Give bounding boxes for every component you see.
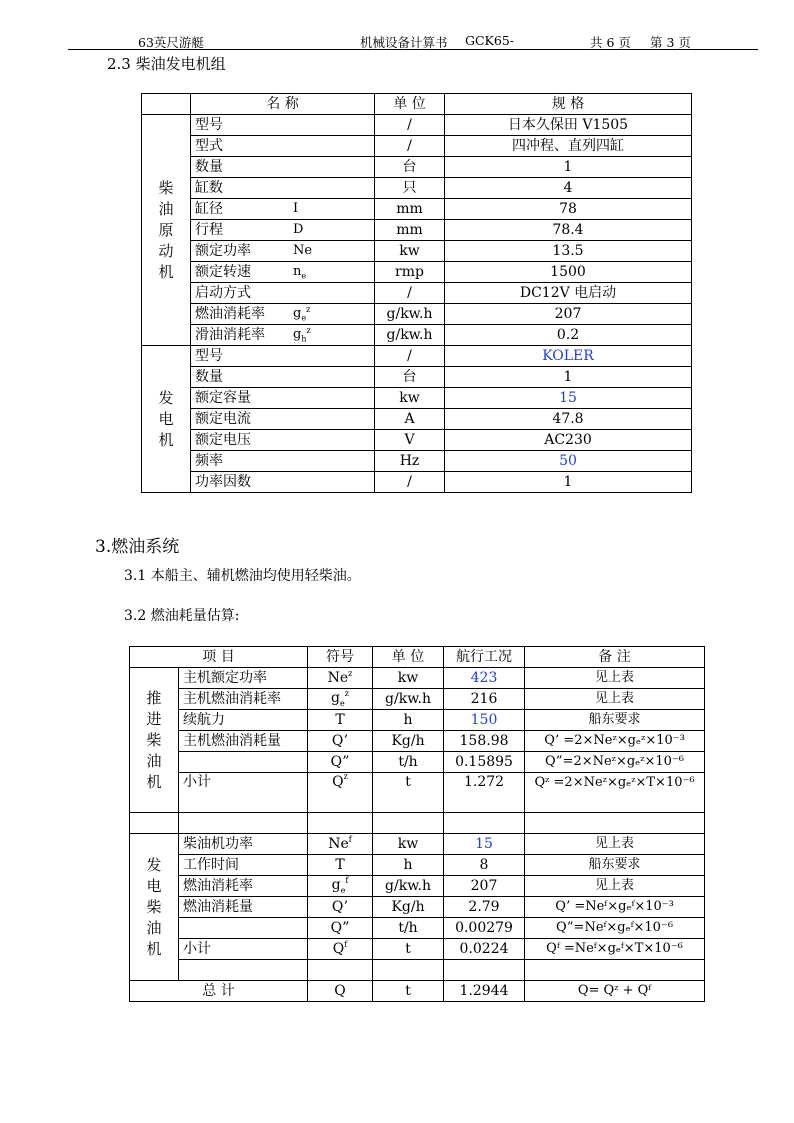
genset-spec: AC230: [445, 430, 692, 451]
fuel-main-row: [130, 710, 705, 731]
genset-generator-label-char: 发: [158, 388, 174, 407]
genset-generator-label-char: 机: [158, 430, 174, 449]
fuel-cond: 158.98: [444, 731, 525, 752]
genset-name-cell: [191, 199, 375, 220]
fuel-item: 续航力: [179, 710, 308, 731]
genset-name: 型号: [195, 117, 223, 133]
fuel-symbol: Q’: [331, 733, 349, 749]
genset-name: 燃油消耗率: [195, 306, 265, 322]
fuel-spacer-row-cell: [525, 813, 705, 834]
header-rule: [68, 49, 758, 50]
fuel-symbol-cell: [308, 939, 373, 960]
fuel-symbol: Q’: [331, 899, 349, 915]
genset-spec: 78: [445, 199, 692, 220]
fuel-header-remark: 备 注: [525, 647, 705, 668]
fuel-unit: g/kw.h: [373, 876, 444, 897]
fuel-item: 主机燃油消耗量: [179, 731, 308, 752]
genset-symbol: D: [293, 222, 304, 237]
genset-engine-row: [142, 157, 692, 178]
fuel-symbol-cell: [308, 752, 373, 773]
fuel-item: 燃油消耗量: [179, 897, 308, 918]
fuel-symbol-cell: [308, 668, 373, 689]
fuel-gen-blank-row-cell: [373, 960, 444, 981]
genset-symbol: $g_e^z$: [293, 305, 311, 323]
genset-generator-row: [142, 409, 692, 430]
fuel-unit: kw: [373, 668, 444, 689]
fuel-gen-row: [130, 918, 705, 939]
fuel-symbol-sup: z: [343, 772, 348, 781]
genset-name-cell: [191, 178, 375, 199]
fuel-main-label-char: 油: [146, 751, 162, 770]
genset-name: 滑油消耗率: [195, 327, 265, 343]
fuel-symbol-sup: f: [344, 940, 348, 949]
fuel-total-sym: Q: [308, 981, 373, 1002]
fuel-symbol-cell: [308, 897, 373, 918]
fuel-symbol: Ne$^f$: [328, 835, 352, 852]
genset-symbol-sup: z: [306, 326, 311, 335]
fuel-remark: Q’ =Neᶠ×gₑᶠ×10⁻³: [525, 897, 705, 918]
genset-engine-label-char: 原: [158, 220, 174, 239]
fuel-symbol-sup: z: [348, 669, 353, 678]
fuel-total-unit: t: [373, 981, 444, 1002]
genset-symbol: Ne: [293, 243, 313, 258]
genset-symbol-sub: e: [301, 271, 307, 281]
fuel-main-label: [130, 668, 179, 813]
fuel-unit: t: [373, 773, 444, 813]
genset-unit: g/kw.h: [375, 325, 445, 346]
genset-spec: 50: [445, 451, 692, 472]
fuel-symbol-cell: [308, 834, 373, 855]
fuel-symbol-sub: e: [340, 885, 346, 895]
fuel-remark: Qᶻ =2×Neᶻ×gₑᶻ×T×10⁻⁶: [525, 773, 705, 813]
genset-generator-row: [142, 472, 692, 493]
fuel-unit: t: [373, 939, 444, 960]
genset-spec: 1: [445, 472, 692, 493]
genset-name: 启动方式: [195, 285, 251, 301]
genset-engine-label-char: 动: [158, 241, 174, 260]
genset-engine-label: [142, 115, 191, 346]
header-center: 机械设备计算书: [360, 35, 448, 50]
genset-unit: mm: [375, 220, 445, 241]
genset-spec: KOLER: [445, 346, 692, 367]
fuel-cond: 0.15895: [444, 752, 525, 773]
fuel-item: 工作时间: [179, 855, 308, 876]
fuel-symbol-cell: [308, 773, 373, 813]
fuel-symbol: Q”: [330, 754, 350, 770]
fuel-gen-label-char: 柴: [146, 897, 162, 916]
fuel-item: 柴油机功率: [179, 834, 308, 855]
genset-name: 额定电流: [191, 409, 375, 430]
genset-spec: 四冲程、直列四缸: [445, 136, 692, 157]
fuel-gen-label-char: 发: [146, 855, 162, 874]
fuel-spacer-row-cell: [444, 813, 525, 834]
fuel-total-cond: 1.2944: [444, 981, 525, 1002]
genset-unit: 只: [375, 178, 445, 199]
fuel-symbol-sup: f: [345, 875, 349, 885]
genset-unit: rmp: [375, 262, 445, 283]
fuel-gen-label-char: 油: [146, 918, 162, 937]
genset-engine-row: [142, 325, 692, 346]
genset-spec: 207: [445, 304, 692, 325]
genset-symbol-sub: e: [301, 313, 307, 323]
genset-spec: 47.8: [445, 409, 692, 430]
fuel-gen-row: [130, 855, 705, 876]
genset-symbol-sup: z: [306, 305, 311, 314]
genset-name: 型式: [195, 138, 223, 154]
fuel-symbol: $g_e^f$: [331, 875, 349, 895]
fuel-main-label-char: 机: [146, 772, 162, 791]
fuel-cond: 8: [444, 855, 525, 876]
genset-name-cell: [191, 157, 375, 178]
fuel-cond: 0.00279: [444, 918, 525, 939]
fuel-item: 燃油消耗率: [179, 876, 308, 897]
header-left: 63英尺游艇: [138, 35, 204, 50]
genset-generator-row: [142, 388, 692, 409]
genset-spec: 13.5: [445, 241, 692, 262]
fuel-symbol: T: [335, 857, 345, 873]
fuel-header-item: 项 目: [130, 647, 308, 668]
genset-generator-row: [142, 346, 692, 367]
fuel-unit: t/h: [373, 918, 444, 939]
genset-engine-row: [142, 178, 692, 199]
section-2-3-title: 2.3 柴油发电机组: [107, 55, 226, 73]
fuel-unit: t/h: [373, 752, 444, 773]
fuel-symbol-cell: [308, 918, 373, 939]
fuel-remark: Q’ =2×Neᶻ×gₑᶻ×10⁻³: [525, 731, 705, 752]
fuel-cond: 15: [444, 834, 525, 855]
fuel-main-row: [130, 689, 705, 710]
genset-spec: 1: [445, 157, 692, 178]
genset-unit: kw: [375, 241, 445, 262]
genset-name-cell: [191, 283, 375, 304]
fuel-symbol-cell: [308, 855, 373, 876]
fuel-total-row: [130, 981, 705, 1002]
genset-name-cell: [191, 325, 375, 346]
fuel-item: [179, 752, 308, 773]
genset-symbol: $n_e$: [293, 264, 307, 281]
fuel-gen-blank-row-cell: [444, 960, 525, 981]
fuel-gen-row: [130, 834, 705, 855]
section-3-2-text: 3.2 燃油耗量估算:: [124, 608, 240, 624]
genset-name-cell: [191, 304, 375, 325]
genset-engine-row: [142, 199, 692, 220]
fuel-unit: h: [373, 710, 444, 731]
fuel-main-row: [130, 773, 705, 813]
genset-unit: 台: [375, 157, 445, 178]
fuel-spacer-row-cell: [179, 813, 308, 834]
fuel-header-row: [130, 647, 705, 668]
genset-name: 数量: [191, 367, 375, 388]
fuel-gen-blank-row-cell: [308, 960, 373, 981]
fuel-unit: g/kw.h: [373, 689, 444, 710]
fuel-total-remark: Q= Qᶻ + Qᶠ: [525, 981, 705, 1002]
fuel-symbol: Q”: [330, 920, 350, 936]
fuel-remark: 见上表: [525, 689, 705, 710]
genset-symbol: $g_h^z$: [293, 326, 311, 344]
genset-name: 缸数: [195, 180, 223, 196]
genset-engine-row: [142, 136, 692, 157]
fuel-symbol: $g_e^z$: [331, 688, 349, 708]
genset-name: 缸径: [195, 201, 223, 217]
fuel-spacer-row-cell: [373, 813, 444, 834]
genset-spec: 78.4: [445, 220, 692, 241]
genset-name: 额定转速: [195, 264, 251, 280]
fuel-table: [129, 646, 705, 1002]
genset-spec: 0.2: [445, 325, 692, 346]
fuel-remark: Qᶠ =Neᶠ×gₑᶠ×T×10⁻⁶: [525, 939, 705, 960]
genset-spec: 日本久保田 V1505: [445, 115, 692, 136]
genset-generator-label: [142, 346, 191, 493]
fuel-symbol: Ne$^z$: [327, 669, 353, 686]
fuel-main-row: [130, 668, 705, 689]
fuel-symbol-sup: z: [344, 688, 349, 698]
fuel-symbol-cell: [308, 876, 373, 897]
fuel-symbol-cell: [308, 689, 373, 710]
fuel-cond: 1.272: [444, 773, 525, 813]
genset-spec: 1500: [445, 262, 692, 283]
genset-generator-label-char: 电: [158, 409, 174, 428]
fuel-gen-row: [130, 876, 705, 897]
genset-name: 额定功率: [195, 243, 251, 259]
fuel-unit: Kg/h: [373, 897, 444, 918]
fuel-header-cond: 航行工况: [444, 647, 525, 668]
genset-engine-row: [142, 304, 692, 325]
fuel-gen-blank-row-cell: [525, 960, 705, 981]
genset-spec: DC12V 电启动: [445, 283, 692, 304]
genset-header-unit: 单 位: [375, 94, 445, 115]
section-3-title: 3.燃油系统: [95, 537, 180, 557]
genset-symbol-sub: h: [301, 334, 307, 344]
genset-name: 行程: [195, 222, 223, 238]
fuel-gen-blank-row-cell: [179, 960, 308, 981]
genset-generator-row: [142, 451, 692, 472]
fuel-remark: 船东要求: [525, 710, 705, 731]
genset-spec: 4: [445, 178, 692, 199]
genset-engine-label-char: 柴: [158, 178, 174, 197]
fuel-cond: 0.0224: [444, 939, 525, 960]
fuel-symbol-cell: [308, 710, 373, 731]
genset-name: 型号: [191, 346, 375, 367]
genset-unit: V: [375, 430, 445, 451]
genset-unit: kw: [375, 388, 445, 409]
genset-generator-row: [142, 367, 692, 388]
fuel-gen-row: [130, 939, 705, 960]
fuel-remark: 见上表: [525, 876, 705, 897]
genset-unit: /: [375, 346, 445, 367]
genset-name-cell: [191, 115, 375, 136]
genset-engine-row: [142, 283, 692, 304]
genset-header-name: 名 称: [191, 94, 375, 115]
fuel-unit: Kg/h: [373, 731, 444, 752]
fuel-symbol-sup: f: [348, 835, 352, 844]
genset-header-spec: 规 格: [445, 94, 692, 115]
genset-unit: 台: [375, 367, 445, 388]
fuel-gen-label-char: 机: [146, 939, 162, 958]
genset-engine-row: [142, 220, 692, 241]
genset-unit: /: [375, 115, 445, 136]
genset-unit: /: [375, 472, 445, 493]
fuel-remark: 船东要求: [525, 855, 705, 876]
fuel-spacer-row-cell: [130, 813, 179, 834]
genset-spec: 1: [445, 367, 692, 388]
genset-name-cell: [191, 262, 375, 283]
header-pages: 共 6 页: [590, 35, 631, 50]
fuel-item: 小计: [179, 773, 308, 813]
genset-header-row: [142, 94, 692, 115]
fuel-remark: 见上表: [525, 668, 705, 689]
fuel-main-label-char: 进: [146, 709, 162, 728]
fuel-cond: 2.79: [444, 897, 525, 918]
fuel-symbol-cell: [308, 731, 373, 752]
genset-generator-row: [142, 430, 692, 451]
fuel-gen-label-char: 电: [146, 876, 162, 895]
genset-symbol: I: [293, 201, 299, 216]
fuel-remark: Q”=Neᶠ×gₑᶠ×10⁻⁶: [525, 918, 705, 939]
fuel-cond: 216: [444, 689, 525, 710]
fuel-main-label-char: 推: [146, 688, 162, 707]
fuel-cond: 150: [444, 710, 525, 731]
genset-name: 数量: [195, 159, 223, 175]
fuel-symbol: $Q^z$: [332, 772, 348, 790]
fuel-main-row: [130, 731, 705, 752]
genset-name: 功率因数: [191, 472, 375, 493]
genset-unit: mm: [375, 199, 445, 220]
fuel-symbol: $Q^f$: [332, 940, 348, 957]
fuel-symbol: T: [335, 712, 345, 728]
fuel-spacer-row: [130, 813, 705, 834]
fuel-gen-row: [130, 897, 705, 918]
genset-unit: Hz: [375, 451, 445, 472]
fuel-header-unit: 单 位: [373, 647, 444, 668]
genset-name: 额定电压: [191, 430, 375, 451]
fuel-item: [179, 918, 308, 939]
section-3-1-text: 3.1 本船主、辅机燃油均使用轻柴油。: [124, 568, 361, 584]
genset-unit: /: [375, 283, 445, 304]
genset-name: 额定容量: [191, 388, 375, 409]
fuel-cond: 207: [444, 876, 525, 897]
genset-engine-row: [142, 262, 692, 283]
fuel-remark: 见上表: [525, 834, 705, 855]
genset-unit: g/kw.h: [375, 304, 445, 325]
fuel-total-item: 总 计: [130, 981, 308, 1002]
genset-engine-row: [142, 241, 692, 262]
genset-name-cell: [191, 241, 375, 262]
fuel-item: 主机额定功率: [179, 668, 308, 689]
genset-name-cell: [191, 136, 375, 157]
genset-spec: 15: [445, 388, 692, 409]
fuel-item: 主机燃油消耗率: [179, 689, 308, 710]
fuel-unit: kw: [373, 834, 444, 855]
genset-table: [141, 93, 692, 493]
fuel-main-label-char: 柴: [146, 730, 162, 749]
genset-engine-label-char: 油: [158, 199, 174, 218]
fuel-gen-label: [130, 834, 179, 981]
fuel-item: 小计: [179, 939, 308, 960]
fuel-remark: Q”=2×Neᶻ×gₑᶻ×10⁻⁶: [525, 752, 705, 773]
fuel-gen-blank-row: [130, 960, 705, 981]
fuel-symbol-sub: e: [340, 698, 345, 708]
fuel-spacer-row-cell: [308, 813, 373, 834]
genset-engine-row: [142, 115, 692, 136]
fuel-cond: 423: [444, 668, 525, 689]
genset-unit: /: [375, 136, 445, 157]
fuel-unit: h: [373, 855, 444, 876]
genset-unit: A: [375, 409, 445, 430]
genset-engine-label-char: 机: [158, 262, 174, 281]
header-code: GCK65-: [465, 33, 515, 48]
genset-name: 频率: [191, 451, 375, 472]
genset-header-blank: [142, 94, 191, 115]
genset-name-cell: [191, 220, 375, 241]
fuel-main-row: [130, 752, 705, 773]
header-page: 第 3 页: [650, 35, 691, 50]
fuel-header-sym: 符号: [308, 647, 373, 668]
